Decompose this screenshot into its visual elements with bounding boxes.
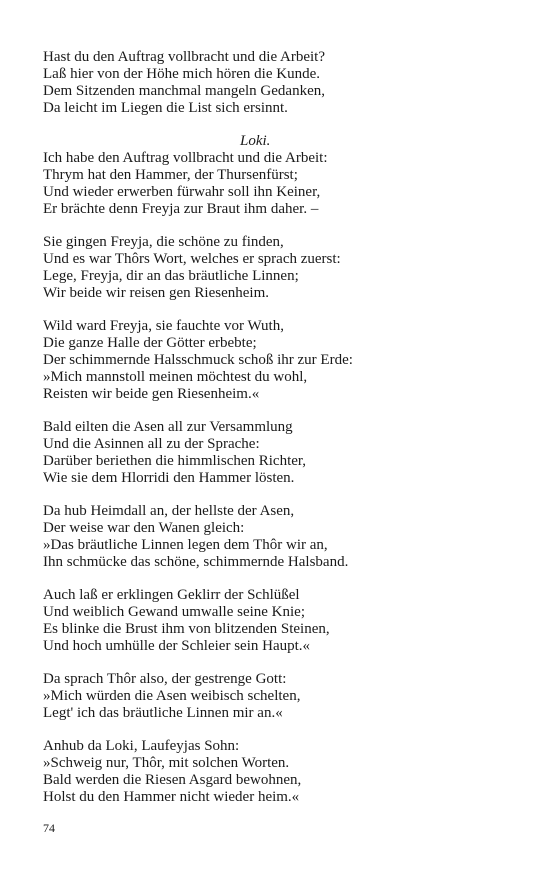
verse-line: Bald werden die Riesen Asgard bewohnen, (43, 772, 302, 788)
verse-line: Die ganze Halle der Götter erbebte; (43, 335, 257, 351)
verse-line: Wie sie dem Hlorridi den Hammer lösten. (43, 470, 295, 486)
verse-line: »Mich würden die Asen weibisch schelten, (43, 688, 301, 704)
verse-line: Lege, Freyja, dir an das bräutliche Linnen; (43, 268, 299, 284)
verse-line: Und es war Thôrs Wort, welches er sprach zuerst: (43, 251, 341, 267)
stanza (43, 318, 513, 403)
verse-line: Und wieder erwerben fürwahr soll ihn Keiner, (43, 184, 321, 200)
verse-line: Anhub da Loki, Laufeyjas Sohn: (43, 738, 240, 754)
verse-line: »Mich mannstoll meinen möchtest du wohl, (43, 369, 308, 385)
stanza (43, 133, 513, 218)
stanza (43, 671, 513, 722)
verse-line: Dem Sitzenden manchmal mangeln Gedanken, (43, 83, 325, 99)
verse-line: Und hoch umhülle der Schleier sein Haupt.« (43, 638, 311, 654)
stanza (43, 234, 513, 302)
verse-line: Thrym hat den Hammer, der Thursenfürst; (43, 167, 298, 183)
stanza (43, 49, 513, 117)
page-number: 74 (43, 821, 55, 835)
verse-line: Es blinke die Brust ihm von blitzenden Steinen, (43, 621, 330, 637)
verse-line: Da leicht im Liegen die List sich ersinnt. (43, 100, 288, 116)
verse-line: Und die Asinnen all zu der Sprache: (43, 436, 260, 452)
verse-line: Laß hier von der Höhe mich hören die Kunde. (43, 66, 320, 82)
poem-text (43, 49, 513, 822)
verse-line: Sie gingen Freyja, die schöne zu finden, (43, 234, 284, 250)
verse-line: Darüber beriethen die himmlischen Richter, (43, 453, 307, 469)
verse-line: Bald eilten die Asen all zur Versammlung (43, 419, 293, 435)
verse-line: Er brächte denn Freyja zur Braut ihm daher. – (43, 201, 319, 217)
verse-line: Legt' ich das bräutliche Linnen mir an.« (43, 705, 283, 721)
verse-line: Der schimmernde Halsschmuck schoß ihr zur Erde: (43, 352, 353, 368)
verse-line: Reisten wir beide gen Riesenheim.« (43, 386, 260, 402)
verse-line: Da sprach Thôr also, der gestrenge Gott: (43, 671, 287, 687)
verse-line: Auch laß er erklingen Geklirr der Schlüßel (43, 587, 300, 603)
stanza (43, 419, 513, 487)
verse-line: Hast du den Auftrag vollbracht und die Arbeit? (43, 49, 326, 65)
verse-line: Und weiblich Gewand umwalle seine Knie; (43, 604, 306, 620)
verse-line: Ihn schmücke das schöne, schimmernde Halsband. (43, 554, 349, 570)
verse-line: Wild ward Freyja, sie fauchte vor Wuth, (43, 318, 284, 334)
stanza (43, 503, 513, 571)
speaker-label: Loki. (240, 133, 271, 149)
stanza (43, 587, 513, 655)
stanza (43, 738, 513, 806)
verse-line: Der weise war den Wanen gleich: (43, 520, 245, 536)
verse-line: Holst du den Hammer nicht wieder heim.« (43, 789, 300, 805)
verse-line: »Das bräutliche Linnen legen dem Thôr wir an, (43, 537, 328, 553)
verse-line: »Schweig nur, Thôr, mit solchen Worten. (43, 755, 290, 771)
verse-line: Da hub Heimdall an, der hellste der Asen, (43, 503, 295, 519)
verse-line: Ich habe den Auftrag vollbracht und die Arbeit: (43, 150, 328, 166)
verse-line: Wir beide wir reisen gen Riesenheim. (43, 285, 269, 301)
